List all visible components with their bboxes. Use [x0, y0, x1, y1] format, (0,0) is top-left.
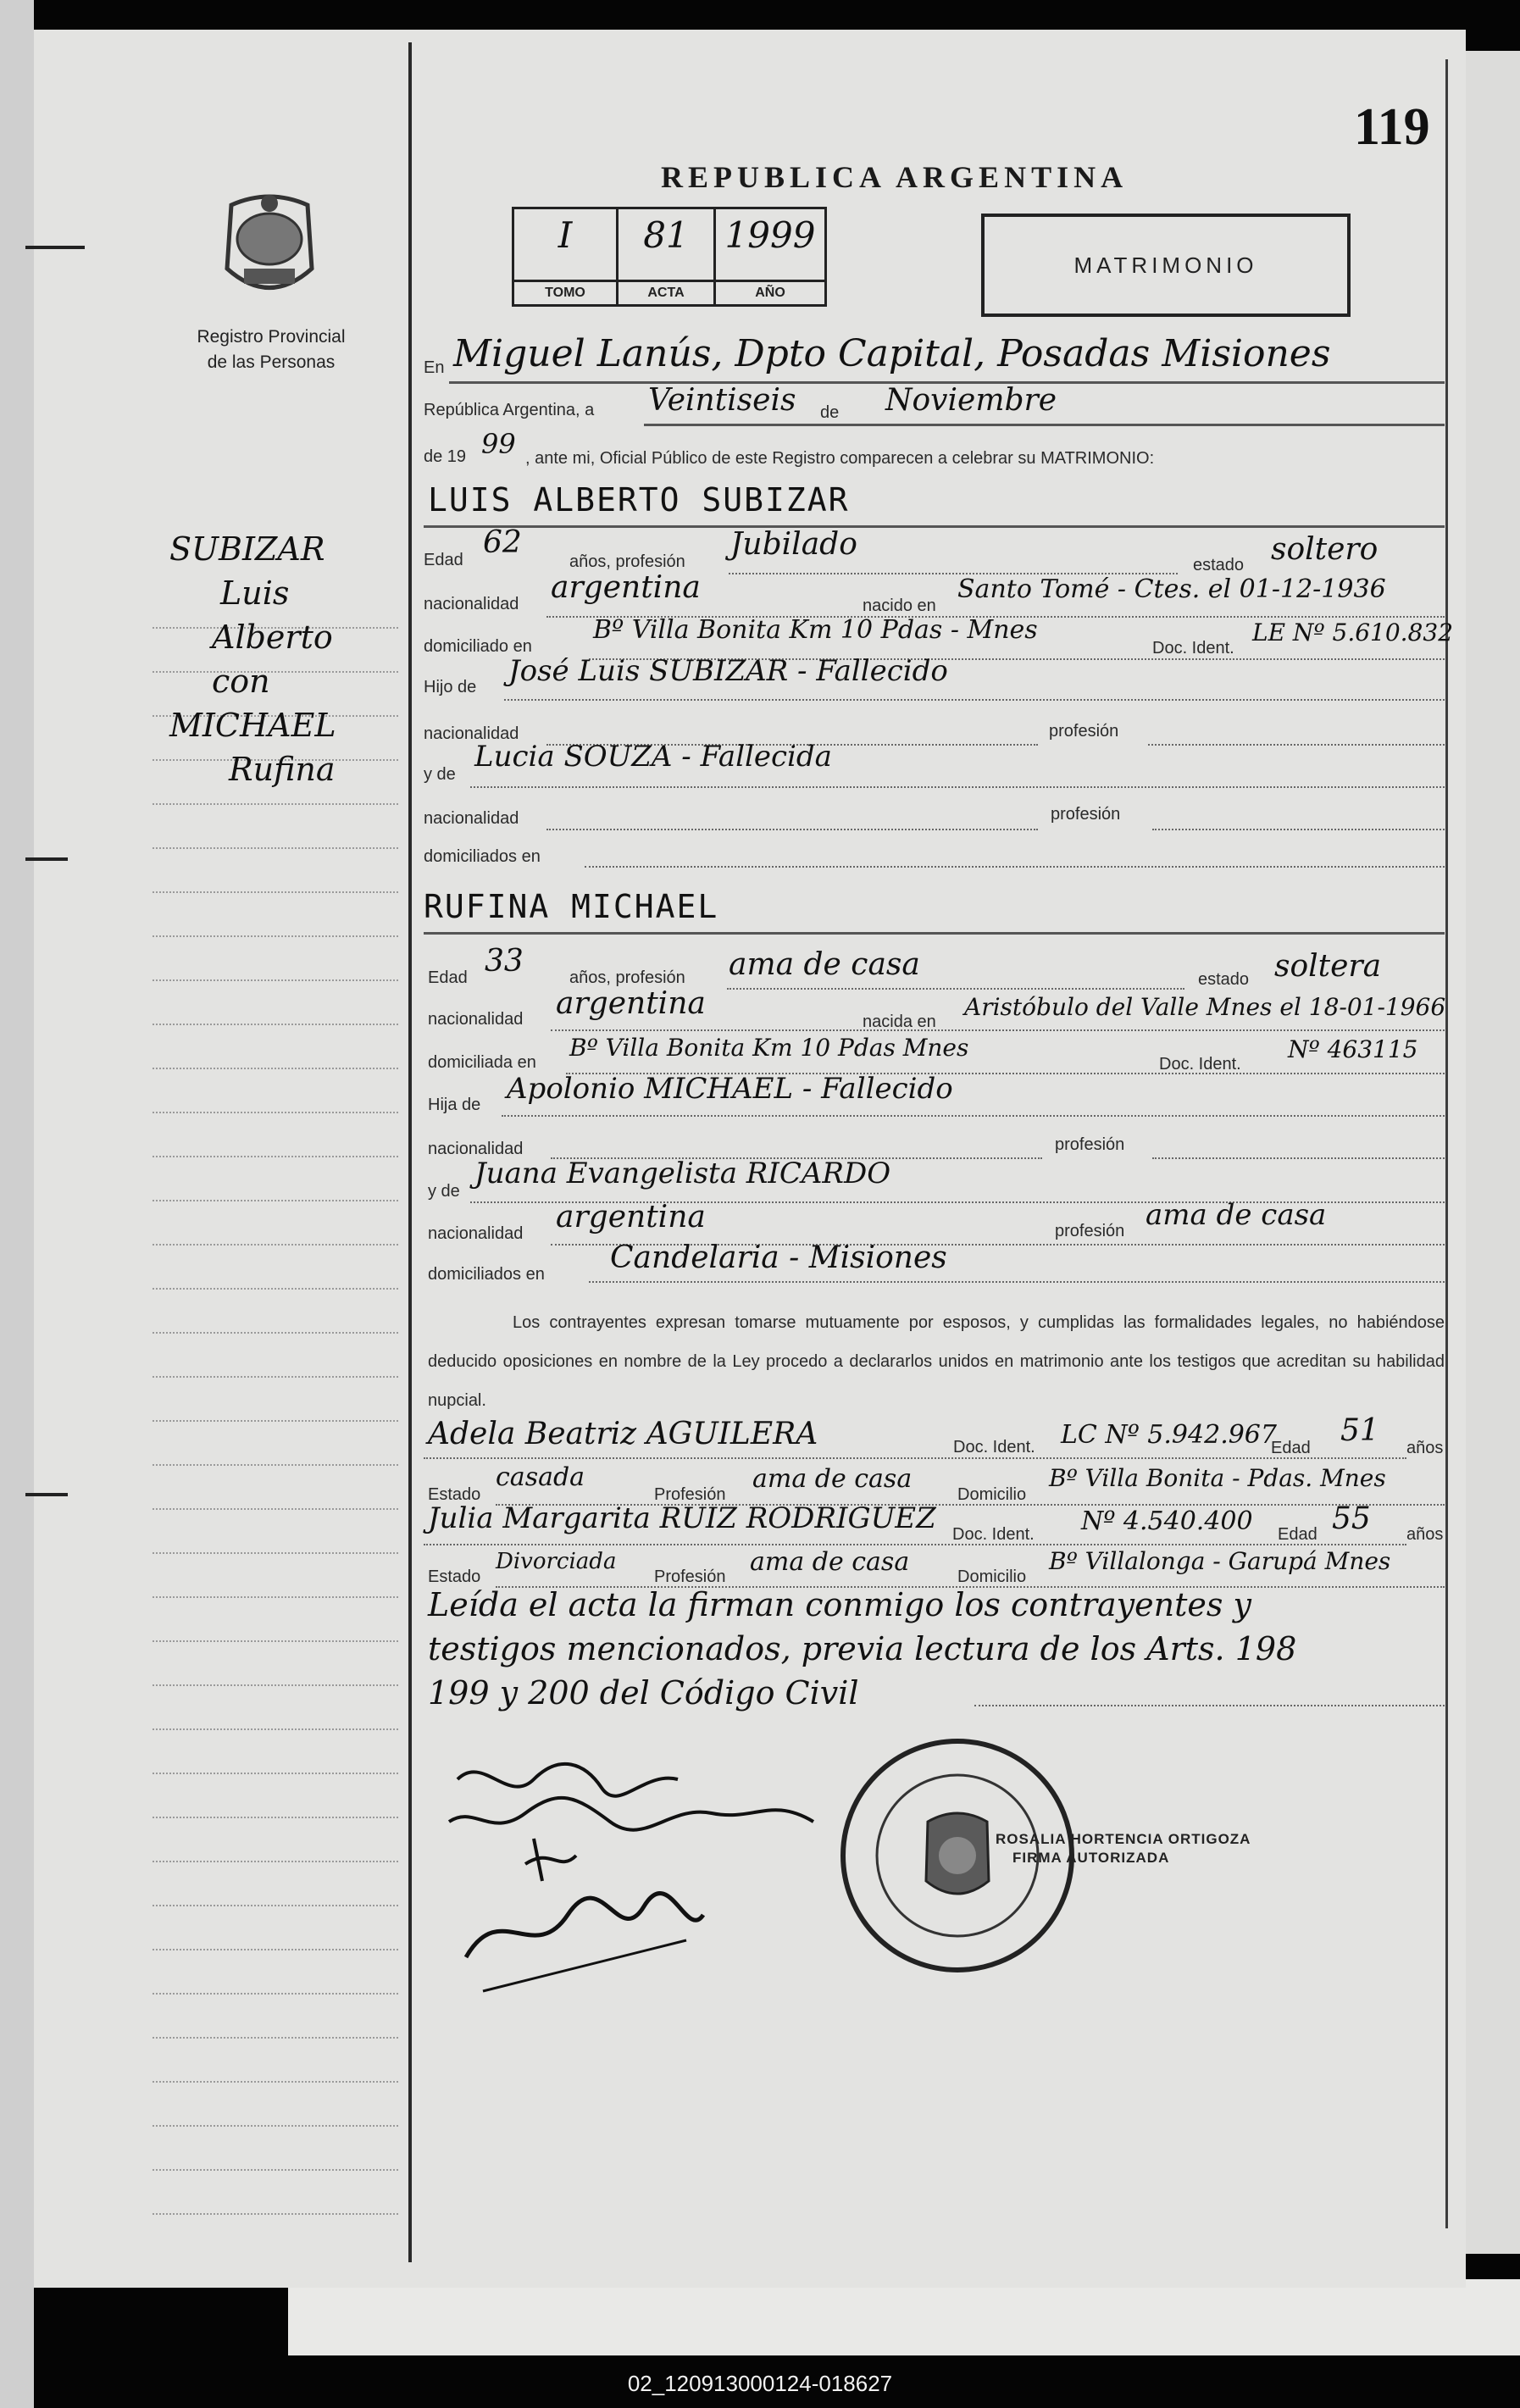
label-nacido-en: nacido en [863, 596, 936, 615]
ano-caption: AÑO [716, 280, 824, 304]
margin-line [153, 979, 398, 981]
form-line [551, 1029, 1445, 1031]
label-estado: Estado [428, 1485, 481, 1504]
bride-birth: Aristóbulo del Valle Mnes el 18-01-1966 [964, 993, 1446, 1021]
margin-note-line: Rufina [229, 751, 336, 788]
witness2-doc: Nº 4.540.400 [1081, 1506, 1253, 1536]
label-ante-mi: , ante mi, Oficial Público de este Registro comparecen a celebrar su MATRIMONIO: [525, 449, 1155, 468]
groom-profession: Jubilado [730, 527, 857, 562]
witness1-name: Adela Beatriz AGUILERA [428, 1417, 818, 1451]
label-profesion: profesión [1055, 1222, 1125, 1240]
groom-age: 62 [483, 525, 522, 560]
month-value: Noviembre [885, 383, 1057, 418]
margin-line [153, 1684, 398, 1686]
label-nacida-en: nacida en [863, 1013, 936, 1031]
form-line [504, 699, 1445, 701]
legal-text: Los contrayentes expresan tomarse mutuamente por esposos, y cumplidas las formalidades legales, no habiéndose deducido oposiciones en nombre de la Ley procedo a declararlos unidos en matrimonio ante los testigos que acreditan su habilidad nupcial. [428, 1313, 1445, 1410]
margin-line [153, 1817, 398, 1818]
bride-age: 33 [485, 944, 524, 979]
label-anos-profesion: años, profesión [569, 552, 685, 571]
label-anos-profesion: años, profesión [569, 968, 685, 987]
margin-line [153, 1332, 398, 1334]
bride-profession: ama de casa [729, 947, 920, 982]
margin-line [153, 1949, 398, 1950]
label-domicilio: Domicilio [957, 1567, 1027, 1586]
country-title: REPUBLICA ARGENTINA [661, 160, 1129, 194]
form-line [424, 932, 1445, 935]
label-de: de [820, 403, 840, 422]
witness1-address: Bº Villa Bonita - Pdas. Mnes [1049, 1464, 1386, 1492]
margin-line [153, 803, 398, 805]
form-line [644, 424, 1445, 426]
margin-note-line: Luis [220, 574, 290, 612]
margin-line [153, 1288, 398, 1290]
label-hijo-de: Hijo de [424, 678, 477, 696]
form-line [424, 1544, 1406, 1545]
form-line [585, 866, 1445, 868]
witness2-status: Divorciada [496, 1549, 617, 1574]
bride-civil-status: soltera [1274, 949, 1382, 984]
margin-line [153, 1156, 398, 1157]
closing-line: 199 y 200 del Código Civil [428, 1674, 859, 1712]
label-nacionalidad: nacionalidad [428, 1010, 524, 1029]
margin-line [153, 1640, 398, 1642]
label-en: En [424, 358, 445, 377]
margin-line [153, 891, 398, 893]
label-y-de: y de [428, 1182, 460, 1201]
margin-line [153, 847, 398, 849]
label-estado: Estado [428, 1567, 481, 1586]
margin-note-line: con [212, 663, 270, 700]
registry-office-line2: de las Personas [207, 352, 336, 372]
underlying-page [288, 2279, 1520, 2355]
form-line [1152, 829, 1445, 830]
acta-cell [619, 209, 716, 304]
margin-note-line: SUBIZAR [169, 530, 325, 568]
witness2-address: Bº Villalonga - Garupá Mnes [1049, 1547, 1391, 1575]
label-anos: años [1406, 1439, 1444, 1457]
ano-value: 1999 [724, 214, 816, 256]
groom-civil-status: soltero [1271, 532, 1379, 567]
signatures-graphic [432, 1745, 830, 2000]
margin-line [153, 1728, 398, 1730]
label-estado: estado [1198, 970, 1250, 989]
bride-name: RUFINA MICHAEL [424, 888, 719, 925]
tomo-cell [514, 209, 619, 304]
page-number: 119 [1354, 98, 1430, 156]
margin-line [153, 1244, 398, 1246]
bride-parents-address: Candelaria - Misiones [610, 1240, 947, 1275]
witness2-age: 55 [1332, 1501, 1371, 1536]
binding-staple [25, 857, 68, 861]
form-line [1152, 1157, 1445, 1159]
witness2-name: Julia Margarita RUIZ RODRIGUEZ [428, 1501, 936, 1535]
margin-line [153, 2081, 398, 2083]
bride-address: Bº Villa Bonita Km 10 Pdas Mnes [569, 1034, 969, 1062]
label-nacionalidad: nacionalidad [424, 809, 519, 828]
label-nacionalidad: nacionalidad [428, 1140, 524, 1158]
bride-doc: Nº 463115 [1288, 1035, 1418, 1063]
groom-name: LUIS ALBERTO SUBIZAR [428, 481, 850, 519]
coat-of-arms-icon [214, 188, 325, 307]
label-domiciliado-en: domiciliado en [424, 637, 532, 656]
margin-line [153, 2037, 398, 2039]
margin-line [153, 1376, 398, 1378]
groom-father: José Luis SUBIZAR - Fallecido [508, 654, 948, 688]
form-line [1148, 744, 1445, 746]
label-profesion: Profesión [654, 1485, 726, 1504]
margin-line [153, 2213, 398, 2215]
form-line [502, 1115, 1445, 1117]
margin-line [153, 1024, 398, 1025]
official-stamp [996, 1830, 1251, 1867]
label-doc-ident: Doc. Ident. [952, 1525, 1035, 1544]
official-role: FIRMA AUTORIZADA [1012, 1850, 1170, 1866]
label-republica: República Argentina, a [424, 401, 595, 419]
place-value: Miguel Lanús, Dpto Capital, Posadas Misiones [453, 332, 1331, 375]
form-line [974, 1705, 1445, 1706]
margin-note-line: MICHAEL [169, 707, 336, 744]
margin-line [153, 1464, 398, 1466]
label-domicilio: Domicilio [957, 1485, 1027, 1504]
margin-line [153, 1068, 398, 1069]
margin-line [153, 1773, 398, 1774]
label-domiciliada-en: domiciliada en [428, 1053, 536, 1072]
label-nacionalidad: nacionalidad [424, 595, 519, 613]
label-edad: Edad [428, 968, 468, 987]
label-nacionalidad: nacionalidad [428, 1224, 524, 1243]
tomo-value: I [558, 214, 573, 256]
margin-line [153, 1596, 398, 1598]
closing-line: Leída el acta la firman conmigo los contrayentes y [428, 1586, 1251, 1623]
margin-line [153, 1905, 398, 1906]
label-profesion: profesión [1051, 805, 1121, 824]
margin-line [153, 2125, 398, 2127]
margin-line [153, 935, 398, 937]
label-hija-de: Hija de [428, 1096, 481, 1114]
form-line [424, 1457, 1406, 1459]
witness1-doc: LC Nº 5.942.967 [1061, 1420, 1277, 1450]
label-profesion: profesión [1055, 1135, 1125, 1154]
form-line [546, 829, 1038, 830]
label-domiciliados-en: domiciliados en [428, 1265, 545, 1284]
label-nacionalidad: nacionalidad [424, 724, 519, 743]
bride-mother-nationality: argentina [556, 1200, 706, 1235]
right-rule [1445, 59, 1448, 2228]
margin-note-line: Alberto [212, 619, 333, 656]
registry-office-label [165, 325, 377, 375]
groom-doc: LE Nº 5.610.832 [1252, 619, 1454, 646]
acta-caption: ACTA [619, 280, 713, 304]
registry-office-line1: Registro Provincial [197, 327, 346, 347]
book-edge [0, 0, 34, 2408]
margin-line [153, 1420, 398, 1422]
label-y-de: y de [424, 765, 456, 784]
label-estado: estado [1193, 556, 1245, 574]
binding-staple [25, 246, 85, 249]
groom-birth: Santo Tomé - Ctes. el 01-12-1936 [957, 574, 1386, 604]
label-edad: Edad [1271, 1439, 1311, 1457]
bride-father: Apolonio MICHAEL - Fallecido [507, 1072, 953, 1106]
act-type-box: MATRIMONIO [981, 214, 1351, 317]
bride-nationality: argentina [556, 986, 706, 1021]
bride-mother: Juana Evangelista RICARDO [474, 1157, 891, 1190]
closing-line: testigos mencionados, previa lectura de los Arts. 198 [428, 1630, 1297, 1667]
label-doc-ident: Doc. Ident. [1152, 639, 1234, 657]
official-name: ROSALIA HORTENCIA ORTIGOZA [996, 1831, 1251, 1847]
form-line [470, 786, 1445, 788]
margin-line [153, 1200, 398, 1201]
tomo-acta-ano-box [512, 207, 827, 307]
label-edad: Edad [1278, 1525, 1318, 1544]
witness1-status: casada [496, 1462, 585, 1492]
witness1-age: 51 [1340, 1413, 1379, 1448]
acta-value: 81 [643, 214, 689, 256]
witness1-profession: ama de casa [752, 1464, 913, 1494]
margin-line [153, 1993, 398, 1995]
form-line [727, 988, 1184, 990]
witness2-profession: ama de casa [750, 1547, 910, 1577]
groom-nationality: argentina [551, 570, 701, 605]
margin-line [153, 1552, 398, 1554]
binding-staple [25, 1493, 68, 1496]
year-value: 99 [481, 428, 516, 460]
ano-cell [716, 209, 824, 304]
label-profesion: Profesión [654, 1567, 726, 1586]
margin-rule [408, 42, 412, 2262]
groom-address: Bº Villa Bonita Km 10 Pdas - Mnes [593, 615, 1038, 645]
label-de-19: de 19 [424, 447, 467, 466]
form-line [589, 1281, 1445, 1283]
label-profesion: profesión [1049, 722, 1119, 741]
label-doc-ident: Doc. Ident. [1159, 1055, 1241, 1074]
margin-line [153, 1112, 398, 1113]
margin-line [153, 1861, 398, 1862]
label-domiciliados-en: domiciliados en [424, 847, 541, 866]
margin-note [169, 527, 390, 791]
groom-mother: Lucia SOUZA - Fallecida [474, 740, 832, 774]
day-value: Veintiseis [648, 383, 796, 418]
form-line [424, 525, 1445, 528]
file-caption: 02_120913000124-018627 [627, 2371, 893, 2396]
margin-line [153, 2169, 398, 2171]
label-doc-ident: Doc. Ident. [953, 1438, 1035, 1456]
label-edad: Edad [424, 551, 463, 569]
label-anos: años [1406, 1525, 1444, 1544]
margin-line [153, 1508, 398, 1510]
bride-mother-profession: ama de casa [1146, 1198, 1327, 1232]
tomo-caption: TOMO [514, 280, 616, 304]
